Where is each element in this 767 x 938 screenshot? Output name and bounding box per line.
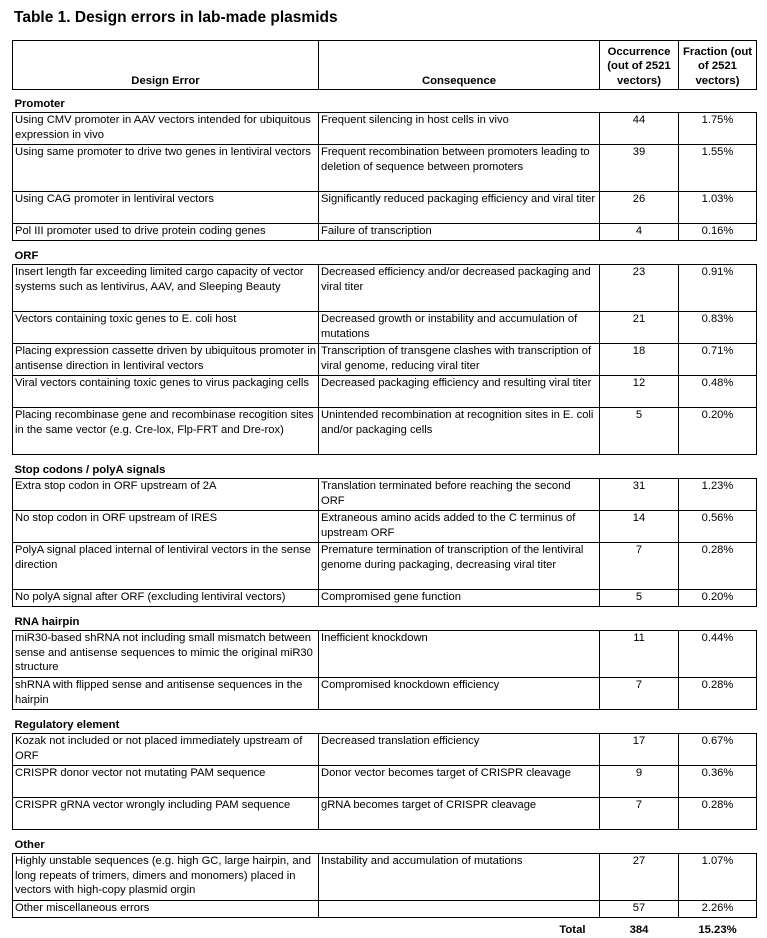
- consequence-cell: Compromised gene function: [319, 590, 600, 607]
- section-header: [13, 710, 757, 734]
- fraction-cell: 0.28%: [679, 798, 757, 830]
- table-row: [13, 590, 757, 607]
- table-row: [13, 376, 757, 408]
- occurrence-cell: 7: [600, 543, 679, 590]
- fraction-cell: 0.48%: [679, 376, 757, 408]
- section-title: ORF: [13, 241, 757, 265]
- design-error-cell: CRISPR donor vector not mutating PAM sequence: [13, 766, 319, 798]
- occurrence-cell: 9: [600, 766, 679, 798]
- header-consequence: Consequence: [319, 41, 600, 90]
- fraction-cell: 0.71%: [679, 344, 757, 376]
- consequence-cell: Decreased growth or instability and accumulation of mutations: [319, 312, 600, 344]
- table-row: [13, 145, 757, 192]
- fraction-cell: 0.44%: [679, 631, 757, 678]
- table-row: [13, 511, 757, 543]
- occurrence-cell: 57: [600, 901, 679, 918]
- consequence-cell: Premature termination of transcription of the lentiviral genome during packaging, decreasing viral titer: [319, 543, 600, 590]
- design-error-cell: Vectors containing toxic genes to E. coli host: [13, 312, 319, 344]
- occurrence-cell: 18: [600, 344, 679, 376]
- design-error-cell: Pol III promoter used to drive protein coding genes: [13, 224, 319, 241]
- consequence-cell: Compromised knockdown efficiency: [319, 678, 600, 710]
- fraction-cell: 0.16%: [679, 224, 757, 241]
- fraction-cell: 1.23%: [679, 479, 757, 511]
- fraction-cell: 1.55%: [679, 145, 757, 192]
- section-header: [13, 455, 757, 479]
- header-occurrence: Occurrence (out of 2521 vectors): [600, 41, 679, 90]
- section-title: Stop codons / polyA signals: [13, 455, 757, 479]
- fraction-cell: 0.67%: [679, 734, 757, 766]
- fraction-cell: 0.20%: [679, 590, 757, 607]
- fraction-cell: 2.26%: [679, 901, 757, 918]
- consequence-cell: Inefficient knockdown: [319, 631, 600, 678]
- design-error-cell: Extra stop codon in ORF upstream of 2A: [13, 479, 319, 511]
- consequence-cell: Extraneous amino acids added to the C terminus of upstream ORF: [319, 511, 600, 543]
- consequence-cell: Donor vector becomes target of CRISPR cleavage: [319, 766, 600, 798]
- table-row: [13, 766, 757, 798]
- section-title: RNA hairpin: [13, 607, 757, 631]
- consequence-cell: Significantly reduced packaging efficiency and viral titer: [319, 192, 600, 224]
- design-error-cell: Kozak not included or not placed immediately upstream of ORF: [13, 734, 319, 766]
- table-row: [13, 734, 757, 766]
- occurrence-cell: 4: [600, 224, 679, 241]
- occurrence-cell: 39: [600, 145, 679, 192]
- fraction-cell: 0.20%: [679, 408, 757, 455]
- table-title: Table 1. Design errors in lab-made plasmids: [14, 9, 338, 27]
- fraction-cell: 0.28%: [679, 678, 757, 710]
- section-header: [13, 90, 757, 113]
- occurrence-cell: 11: [600, 631, 679, 678]
- table-row: [13, 854, 757, 901]
- fraction-cell: 0.28%: [679, 543, 757, 590]
- consequence-cell: Unintended recombination at recognition sites in E. coli and/or packaging cells: [319, 408, 600, 455]
- design-error-cell: PolyA signal placed internal of lentiviral vectors in the sense direction: [13, 543, 319, 590]
- occurrence-cell: 17: [600, 734, 679, 766]
- design-error-cell: Placing expression cassette driven by ubiquitous promoter in antisense direction in lentiviral vectors: [13, 344, 319, 376]
- consequence-cell: Frequent silencing in host cells in vivo: [319, 113, 600, 145]
- section-title: Other: [13, 830, 757, 854]
- occurrence-cell: 7: [600, 798, 679, 830]
- fraction-cell: 1.75%: [679, 113, 757, 145]
- consequence-cell: Failure of transcription: [319, 224, 600, 241]
- consequence-cell: Frequent recombination between promoters leading to deletion of sequence between promoters: [319, 145, 600, 192]
- design-error-cell: Other miscellaneous errors: [13, 901, 319, 918]
- table-row: [13, 678, 757, 710]
- consequence-cell: Transcription of transgene clashes with transcription of viral genome, reducing viral titer: [319, 344, 600, 376]
- occurrence-cell: 7: [600, 678, 679, 710]
- occurrence-cell: 31: [600, 479, 679, 511]
- total-occurrence: 384: [600, 918, 679, 938]
- consequence-cell: Decreased efficiency and/or decreased packaging and viral titer: [319, 265, 600, 312]
- table-row: [13, 479, 757, 511]
- consequence-cell: Decreased translation efficiency: [319, 734, 600, 766]
- fraction-cell: 0.36%: [679, 766, 757, 798]
- fraction-cell: 0.83%: [679, 312, 757, 344]
- occurrence-cell: 12: [600, 376, 679, 408]
- table-row: [13, 901, 757, 918]
- section-header: [13, 241, 757, 265]
- occurrence-cell: 21: [600, 312, 679, 344]
- header-fraction: Fraction (out of 2521 vectors): [679, 41, 757, 90]
- design-error-cell: CRISPR gRNA vector wrongly including PAM sequence: [13, 798, 319, 830]
- fraction-cell: 1.07%: [679, 854, 757, 901]
- design-error-cell: Using same promoter to drive two genes in lentiviral vectors: [13, 145, 319, 192]
- occurrence-cell: 26: [600, 192, 679, 224]
- consequence-cell: Translation terminated before reaching the second ORF: [319, 479, 600, 511]
- design-error-cell: Insert length far exceeding limited cargo capacity of vector systems such as lentivirus, AAV, and Sleeping Beauty: [13, 265, 319, 312]
- table-row: [13, 312, 757, 344]
- table-row: [13, 344, 757, 376]
- design-error-cell: Viral vectors containing toxic genes to virus packaging cells: [13, 376, 319, 408]
- header-row: [13, 41, 757, 90]
- table-row: [13, 192, 757, 224]
- consequence-cell: Decreased packaging efficiency and resulting viral titer: [319, 376, 600, 408]
- section-title: Regulatory element: [13, 710, 757, 734]
- occurrence-cell: 23: [600, 265, 679, 312]
- section-title: Promoter: [13, 90, 757, 113]
- consequence-cell: gRNA becomes target of CRISPR cleavage: [319, 798, 600, 830]
- design-error-cell: Using CAG promoter in lentiviral vectors: [13, 192, 319, 224]
- table-row: [13, 798, 757, 830]
- table-row: [13, 113, 757, 145]
- consequence-cell: Instability and accumulation of mutations: [319, 854, 600, 901]
- fraction-cell: 1.03%: [679, 192, 757, 224]
- table-row: [13, 224, 757, 241]
- header-design-error: Design Error: [13, 41, 319, 90]
- design-error-cell: miR30-based shRNA not including small mismatch between sense and antisense sequences to mimic the original miR30 structure: [13, 631, 319, 678]
- consequence-cell: [319, 901, 600, 918]
- design-error-cell: Using CMV promoter in AAV vectors intended for ubiquitous expression in vivo: [13, 113, 319, 145]
- table-row: [13, 543, 757, 590]
- table-row: [13, 631, 757, 678]
- occurrence-cell: 14: [600, 511, 679, 543]
- occurrence-cell: 5: [600, 408, 679, 455]
- occurrence-cell: 27: [600, 854, 679, 901]
- section-header: [13, 607, 757, 631]
- table-row: [13, 408, 757, 455]
- design-errors-table: [12, 40, 757, 938]
- section-header: [13, 830, 757, 854]
- design-error-cell: Placing recombinase gene and recombinase recogition sites in the same vector (e.g. Cre-lox, Flp-FRT and Dre-rox): [13, 408, 319, 455]
- design-error-cell: No polyA signal after ORF (excluding lentiviral vectors): [13, 590, 319, 607]
- occurrence-cell: 5: [600, 590, 679, 607]
- design-error-cell: No stop codon in ORF upstream of IRES: [13, 511, 319, 543]
- total-row: [13, 918, 757, 938]
- total-label: Total: [319, 918, 600, 938]
- design-error-cell: shRNA with flipped sense and antisense sequences in the hairpin: [13, 678, 319, 710]
- design-error-cell: Highly unstable sequences (e.g. high GC, large hairpin, and long repeats of trimers, dimers and monomers) placed in vectors with high-copy plasmid orgin: [13, 854, 319, 901]
- fraction-cell: 0.56%: [679, 511, 757, 543]
- table-row: [13, 265, 757, 312]
- fraction-cell: 0.91%: [679, 265, 757, 312]
- occurrence-cell: 44: [600, 113, 679, 145]
- total-fraction: 15.23%: [679, 918, 757, 938]
